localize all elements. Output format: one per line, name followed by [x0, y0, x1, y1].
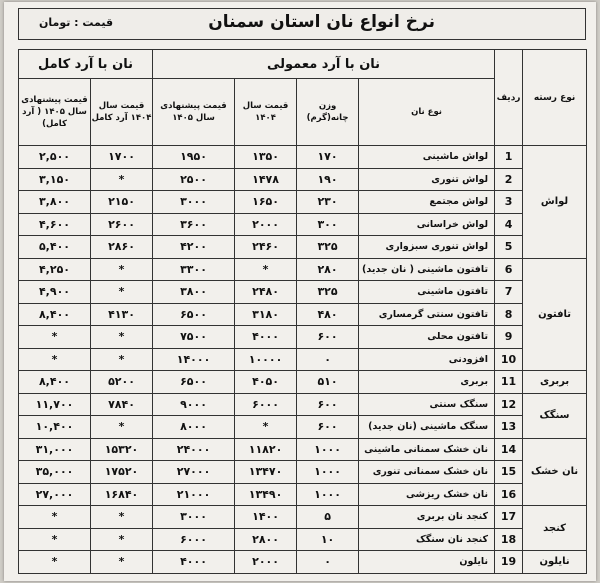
row-number-cell: 8: [495, 303, 523, 326]
whole-1405-cell: ۳۵,۰۰۰: [19, 461, 91, 484]
price-1404-cell: *: [235, 416, 297, 439]
price-1404-cell: ۲۰۰۰: [235, 551, 297, 574]
whole-1404-cell: ۲۸۶۰: [91, 236, 153, 259]
whole-1404-cell: *: [91, 168, 153, 191]
weight-cell: ۶۰۰: [297, 326, 359, 349]
weight-cell: ۱۰۰۰: [297, 438, 359, 461]
whole-1405-cell: ۱۰,۴۰۰: [19, 416, 91, 439]
weight-cell: ۴۸۰: [297, 303, 359, 326]
table-body: [19, 146, 587, 574]
whole-1404-cell: ۷۸۴۰: [91, 393, 153, 416]
table-row: [19, 528, 587, 551]
whole-1404-cell: *: [91, 416, 153, 439]
weight-cell: ۳۰۰: [297, 213, 359, 236]
table-row: [19, 393, 587, 416]
table-row: [19, 348, 587, 371]
whole-1404-cell: *: [91, 258, 153, 281]
proposed-1405-cell: ۴۰۰۰: [153, 551, 235, 574]
bread-name-cell: افزودنی: [359, 348, 495, 371]
table-row: [19, 191, 587, 214]
proposed-1405-cell: ۳۰۰۰: [153, 191, 235, 214]
weight-cell: ۱۰: [297, 528, 359, 551]
row-number-cell: 3: [495, 191, 523, 214]
proposed-1405-cell: ۳۸۰۰: [153, 281, 235, 304]
table-row: [19, 506, 587, 529]
category-cell: بربری: [523, 371, 587, 394]
category-cell: کنجد: [523, 506, 587, 551]
bread-name-cell: بربری: [359, 371, 495, 394]
group-header-ordinary-flour: نان با آرد معمولی: [153, 50, 495, 79]
whole-1405-cell: *: [19, 326, 91, 349]
price-table: [18, 49, 587, 574]
whole-1405-cell: *: [19, 551, 91, 574]
whole-1404-cell: *: [91, 326, 153, 349]
title-bar: [18, 8, 586, 40]
price-1404-cell: ۴۰۰۰: [235, 326, 297, 349]
whole-1405-cell: ۱۱,۷۰۰: [19, 393, 91, 416]
row-number-cell: 17: [495, 506, 523, 529]
proposed-1405-cell: ۳۰۰۰: [153, 506, 235, 529]
weight-cell: ۶۰۰: [297, 393, 359, 416]
table-row: [19, 258, 587, 281]
table-row: [19, 168, 587, 191]
proposed-1405-cell: ۲۱۰۰۰: [153, 483, 235, 506]
row-number-cell: 12: [495, 393, 523, 416]
bread-name-cell: لواش ماشینی: [359, 146, 495, 169]
whole-1405-cell: ۳۱,۰۰۰: [19, 438, 91, 461]
price-1404-cell: ۱۴۷۸: [235, 168, 297, 191]
whole-1405-cell: *: [19, 348, 91, 371]
price-1404-cell: ۳۱۸۰: [235, 303, 297, 326]
weight-cell: ۳۲۵: [297, 281, 359, 304]
table-row: [19, 146, 587, 169]
column-header-whole-1404: قیمت سال ۱۴۰۴ آرد کامل: [91, 79, 153, 146]
whole-1405-cell: ۵,۴۰۰: [19, 236, 91, 259]
price-1404-cell: ۱۳۴۹۰: [235, 483, 297, 506]
column-header-weight: وزن چانه(گرم): [297, 79, 359, 146]
row-number-cell: 14: [495, 438, 523, 461]
price-1404-cell: ۱۱۸۲۰: [235, 438, 297, 461]
price-unit-label: قیمت : تومان: [39, 16, 114, 29]
bread-name-cell: نان خشک سمنانی تنوری: [359, 461, 495, 484]
whole-1405-cell: ۴,۶۰۰: [19, 213, 91, 236]
table-row: [19, 551, 587, 574]
whole-1404-cell: ۱۶۸۴۰: [91, 483, 153, 506]
proposed-1405-cell: ۱۴۰۰۰: [153, 348, 235, 371]
table-row: [19, 483, 587, 506]
proposed-1405-cell: ۸۰۰۰: [153, 416, 235, 439]
price-1404-cell: ۲۴۸۰: [235, 281, 297, 304]
row-number-cell: 16: [495, 483, 523, 506]
table-row: [19, 213, 587, 236]
table-row: [19, 371, 587, 394]
weight-cell: ۱۹۰: [297, 168, 359, 191]
row-number-cell: 9: [495, 326, 523, 349]
whole-1404-cell: ۱۷۰۰: [91, 146, 153, 169]
bread-name-cell: نان خشک سمنانی ماشینی: [359, 438, 495, 461]
column-header-row: ردیف: [495, 50, 523, 146]
row-number-cell: 2: [495, 168, 523, 191]
table-row: [19, 461, 587, 484]
whole-1404-cell: *: [91, 281, 153, 304]
column-header-proposed-1405: قیمت پیشنهادی سال ۱۴۰۵: [153, 79, 235, 146]
price-1404-cell: ۱۶۵۰: [235, 191, 297, 214]
category-cell: تافتون: [523, 258, 587, 371]
proposed-1405-cell: ۶۵۰۰: [153, 303, 235, 326]
category-cell: نان خشک: [523, 438, 587, 506]
table-row: [19, 281, 587, 304]
price-1404-cell: ۱۳۴۷۰: [235, 461, 297, 484]
price-1404-cell: ۱۴۰۰: [235, 506, 297, 529]
row-number-cell: 7: [495, 281, 523, 304]
weight-cell: ۶۰۰: [297, 416, 359, 439]
proposed-1405-cell: ۴۲۰۰: [153, 236, 235, 259]
proposed-1405-cell: ۲۴۰۰۰: [153, 438, 235, 461]
weight-cell: ۳۲۵: [297, 236, 359, 259]
whole-1405-cell: *: [19, 528, 91, 551]
column-header-category: نوع رسته: [523, 50, 587, 146]
bread-name-cell: نان خشک ریزشی: [359, 483, 495, 506]
weight-cell: ۱۰۰۰: [297, 483, 359, 506]
weight-cell: ۵۱۰: [297, 371, 359, 394]
table-row: [19, 236, 587, 259]
whole-1405-cell: ۴,۹۰۰: [19, 281, 91, 304]
whole-1404-cell: *: [91, 506, 153, 529]
proposed-1405-cell: ۲۵۰۰: [153, 168, 235, 191]
whole-1404-cell: *: [91, 528, 153, 551]
whole-1405-cell: ۸,۴۰۰: [19, 303, 91, 326]
bread-name-cell: تافتون محلی: [359, 326, 495, 349]
row-number-cell: 4: [495, 213, 523, 236]
bread-name-cell: سنگک سنتی: [359, 393, 495, 416]
column-header-price-1404: قیمت سال ۱۴۰۴: [235, 79, 297, 146]
weight-cell: ۱۰۰۰: [297, 461, 359, 484]
price-1404-cell: ۶۰۰۰: [235, 393, 297, 416]
whole-1404-cell: *: [91, 348, 153, 371]
proposed-1405-cell: ۲۷۰۰۰: [153, 461, 235, 484]
price-1404-cell: *: [235, 258, 297, 281]
whole-1404-cell: ۱۷۵۲۰: [91, 461, 153, 484]
whole-1405-cell: ۲,۵۰۰: [19, 146, 91, 169]
whole-1404-cell: *: [91, 551, 153, 574]
weight-cell: ۲۳۰: [297, 191, 359, 214]
whole-1404-cell: ۲۶۰۰: [91, 213, 153, 236]
whole-1404-cell: ۵۲۰۰: [91, 371, 153, 394]
bread-name-cell: تافتون ماشینی: [359, 281, 495, 304]
row-number-cell: 10: [495, 348, 523, 371]
bread-name-cell: لواش تنوری: [359, 168, 495, 191]
weight-cell: ۰: [297, 348, 359, 371]
proposed-1405-cell: ۶۰۰۰: [153, 528, 235, 551]
bread-name-cell: کنجد نان سنگک: [359, 528, 495, 551]
whole-1405-cell: ۸,۴۰۰: [19, 371, 91, 394]
proposed-1405-cell: ۳۳۰۰: [153, 258, 235, 281]
price-1404-cell: ۱۰۰۰۰: [235, 348, 297, 371]
row-number-cell: 19: [495, 551, 523, 574]
weight-cell: ۱۷۰: [297, 146, 359, 169]
proposed-1405-cell: ۷۵۰۰: [153, 326, 235, 349]
row-number-cell: 11: [495, 371, 523, 394]
bread-name-cell: نایلون: [359, 551, 495, 574]
bread-name-cell: لواش خراسانی: [359, 213, 495, 236]
row-number-cell: 5: [495, 236, 523, 259]
page-title: نرخ انواع نان استان سمنان: [208, 12, 435, 32]
row-number-cell: 18: [495, 528, 523, 551]
row-number-cell: 6: [495, 258, 523, 281]
proposed-1405-cell: ۳۶۰۰: [153, 213, 235, 236]
whole-1405-cell: *: [19, 506, 91, 529]
weight-cell: ۲۸۰: [297, 258, 359, 281]
table-row: [19, 416, 587, 439]
category-cell: نایلون: [523, 551, 587, 574]
price-1404-cell: ۲۸۰۰: [235, 528, 297, 551]
bread-name-cell: سنگک ماشینی (نان جدید): [359, 416, 495, 439]
bread-name-cell: کنجد نان بربری: [359, 506, 495, 529]
whole-1405-cell: ۳,۸۰۰: [19, 191, 91, 214]
whole-1404-cell: ۲۱۵۰: [91, 191, 153, 214]
group-header-whole-flour: نان با آرد کامل: [19, 50, 153, 79]
table-row: [19, 438, 587, 461]
bread-name-cell: لواش مجتمع: [359, 191, 495, 214]
price-1404-cell: ۱۳۵۰: [235, 146, 297, 169]
document-page: [4, 2, 596, 581]
price-1404-cell: ۲۴۶۰: [235, 236, 297, 259]
proposed-1405-cell: ۱۹۵۰: [153, 146, 235, 169]
weight-cell: ۵: [297, 506, 359, 529]
category-cell: لواش: [523, 146, 587, 259]
row-number-cell: 1: [495, 146, 523, 169]
proposed-1405-cell: ۹۰۰۰: [153, 393, 235, 416]
bread-name-cell: تافتون سنتی گرمساری: [359, 303, 495, 326]
bread-name-cell: لواش تنوری سبزواری: [359, 236, 495, 259]
category-cell: سنگک: [523, 393, 587, 438]
table-row: [19, 326, 587, 349]
weight-cell: ۰: [297, 551, 359, 574]
proposed-1405-cell: ۶۵۰۰: [153, 371, 235, 394]
whole-1404-cell: ۱۵۳۲۰: [91, 438, 153, 461]
bread-name-cell: تافتون ماشینی ( نان جدید): [359, 258, 495, 281]
column-header-bread-type: نوع نان: [359, 79, 495, 146]
price-1404-cell: ۲۰۰۰: [235, 213, 297, 236]
whole-1404-cell: ۴۱۳۰: [91, 303, 153, 326]
column-header-whole-1405: قیمت پیشنهادی سال ۱۴۰۵ ( آرد کامل): [19, 79, 91, 146]
whole-1405-cell: ۲۷,۰۰۰: [19, 483, 91, 506]
price-1404-cell: ۴۰۵۰: [235, 371, 297, 394]
table-row: [19, 303, 587, 326]
row-number-cell: 13: [495, 416, 523, 439]
whole-1405-cell: ۴,۲۵۰: [19, 258, 91, 281]
whole-1405-cell: ۳,۱۵۰: [19, 168, 91, 191]
row-number-cell: 15: [495, 461, 523, 484]
